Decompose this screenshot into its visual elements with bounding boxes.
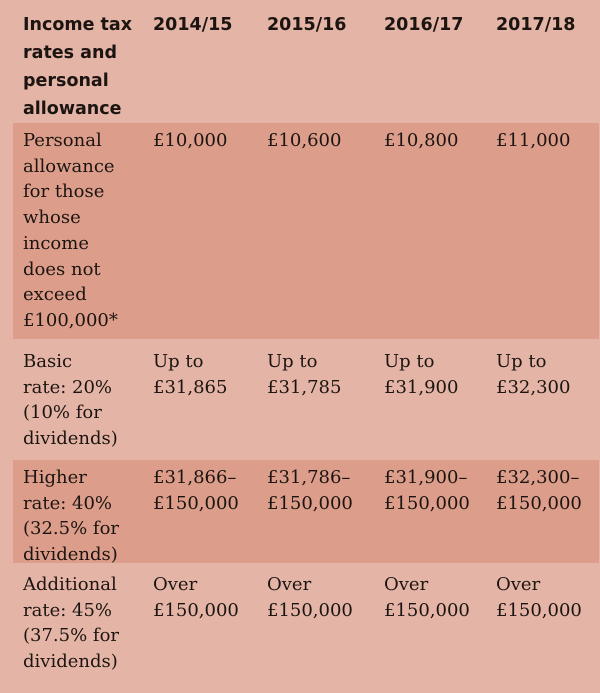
row-value-2017-18: Up to £32,300: [496, 351, 571, 398]
row-value-2017-18: £32,300– £150,000: [496, 467, 582, 514]
table-row-basic-rate: [13, 343, 599, 455]
row-label: Higher rate: 40% (32.5% for dividends): [23, 467, 120, 566]
header-cell-2014-15: 2014/15: [153, 15, 233, 35]
header-cell-2017-18: 2017/18: [496, 15, 576, 35]
row-value-2017-18: £11,000: [496, 130, 571, 151]
header-cell-label: Income tax rates and personal allowance: [23, 15, 133, 119]
row-value-2014-15: Over £150,000: [153, 574, 239, 621]
row-value-2016-17: Over £150,000: [384, 574, 470, 621]
row-value-2015-16: Up to £31,785: [267, 351, 342, 398]
row-label: Additional rate: 45% (37.5% for dividends): [23, 574, 120, 673]
row-value-2014-15: Up to £31,865: [153, 351, 228, 398]
row-value-2015-16: Over £150,000: [267, 574, 353, 621]
row-value-2017-18: Over £150,000: [496, 574, 582, 621]
table-row-additional-rate: [13, 565, 599, 677]
row-value-2014-15: £10,000: [153, 130, 228, 151]
row-label: Personal allowance for those whose income does not exceed £100,000*: [23, 130, 118, 331]
header-cell-2016-17: 2016/17: [384, 15, 464, 35]
table-row-personal-allowance: [13, 123, 599, 339]
row-value-2015-16: £31,786– £150,000: [267, 467, 353, 514]
row-label: Basic rate: 20% (10% for dividends): [23, 351, 118, 450]
row-value-2014-15: £31,866– £150,000: [153, 467, 239, 514]
row-value-2016-17: Up to £31,900: [384, 351, 459, 398]
header-cell-2015-16: 2015/16: [267, 15, 347, 35]
row-value-2015-16: £10,600: [267, 130, 342, 151]
table-row-higher-rate: [13, 460, 599, 566]
table-header-row: [13, 0, 599, 123]
row-value-2016-17: £31,900– £150,000: [384, 467, 470, 514]
row-value-2016-17: £10,800: [384, 130, 459, 151]
